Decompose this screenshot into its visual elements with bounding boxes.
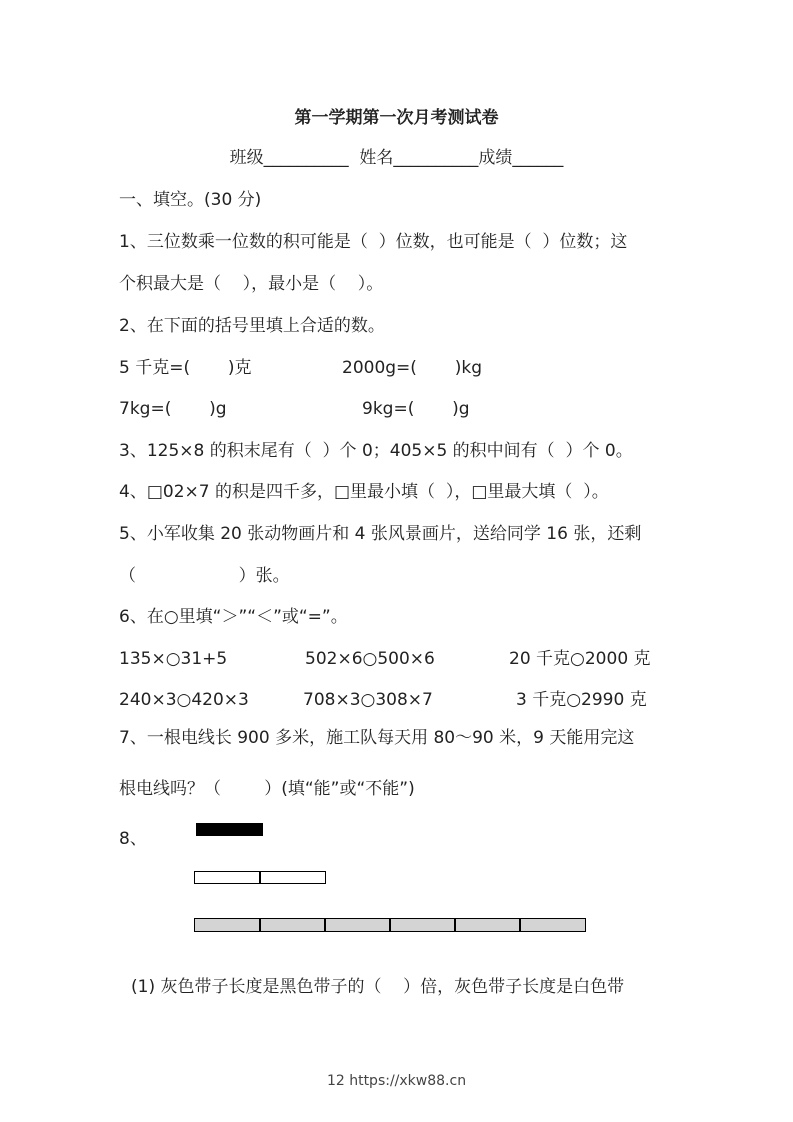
gray-ribbon [194,918,586,932]
question-1-line-2: 个积最大是（ ），最小是（ ）。 [119,274,384,294]
question-6-item-b: 502×6○500×6 [305,649,435,669]
ribbon-divider [519,919,521,931]
question-6-item-d: 240×3○420×3 [119,690,249,710]
student-info-line: 班级__________ 姓名__________成绩______ [229,148,564,168]
page-title: 第一学期第一次月考测试卷 [294,108,499,128]
question-6: 6、在○里填“＞”“＜”或“=”。 [119,607,348,627]
question-4: 4、□02×7 的积是四千多，□里最小填（ ），□里最大填（ ）。 [119,482,609,502]
question-2: 2、在下面的括号里填上合适的数。 [119,316,385,336]
question-8: 8、 [119,829,147,849]
question-7-line-1: 7、一根电线长 900 多米，施工队每天用 80～90 米，9 天能用完这 [119,728,635,748]
question-5-line-1: 5、小军收集 20 张动物画片和 4 张风景画片，送给同学 16 张，还剩 [119,524,642,544]
question-5-line-2: （ ）张。 [119,566,290,586]
ribbon-divider [259,872,261,883]
black-ribbon [196,823,263,836]
question-2-item-d: 9kg=( )g [362,399,470,419]
section-heading: 一、填空。(30 分) [119,190,262,210]
question-2-item-a: 5 千克=( )克 [119,358,252,378]
question-2-item-b: 2000g=( )kg [342,358,483,378]
question-1-line-1: 1、三位数乘一位数的积可能是（ ）位数，也可能是（ ）位数；这 [119,232,628,252]
ribbon-divider [454,919,456,931]
question-3: 3、125×8 的积末尾有（ ）个 0；405×5 的积中间有（ ）个 0。 [119,441,633,461]
question-6-item-e: 708×3○308×7 [303,690,433,710]
page-footer: 12 https://xkw88.cn [326,1073,467,1089]
question-6-item-f: 3 千克○2990 克 [516,690,647,710]
question-2-item-c: 7kg=( )g [119,399,227,419]
ribbon-divider [389,919,391,931]
white-ribbon [194,871,326,884]
question-8-sub-1: (1) 灰色带子长度是黑色带子的（ ）倍，灰色带子长度是白色带 [131,977,625,997]
ribbon-divider [259,919,261,931]
ribbon-divider [324,919,326,931]
question-6-item-c: 20 千克○2000 克 [509,649,651,669]
question-7-line-2: 根电线吗？（ ）(填“能”或“不能”) [119,779,415,799]
question-6-item-a: 135×○31+5 [119,649,228,669]
